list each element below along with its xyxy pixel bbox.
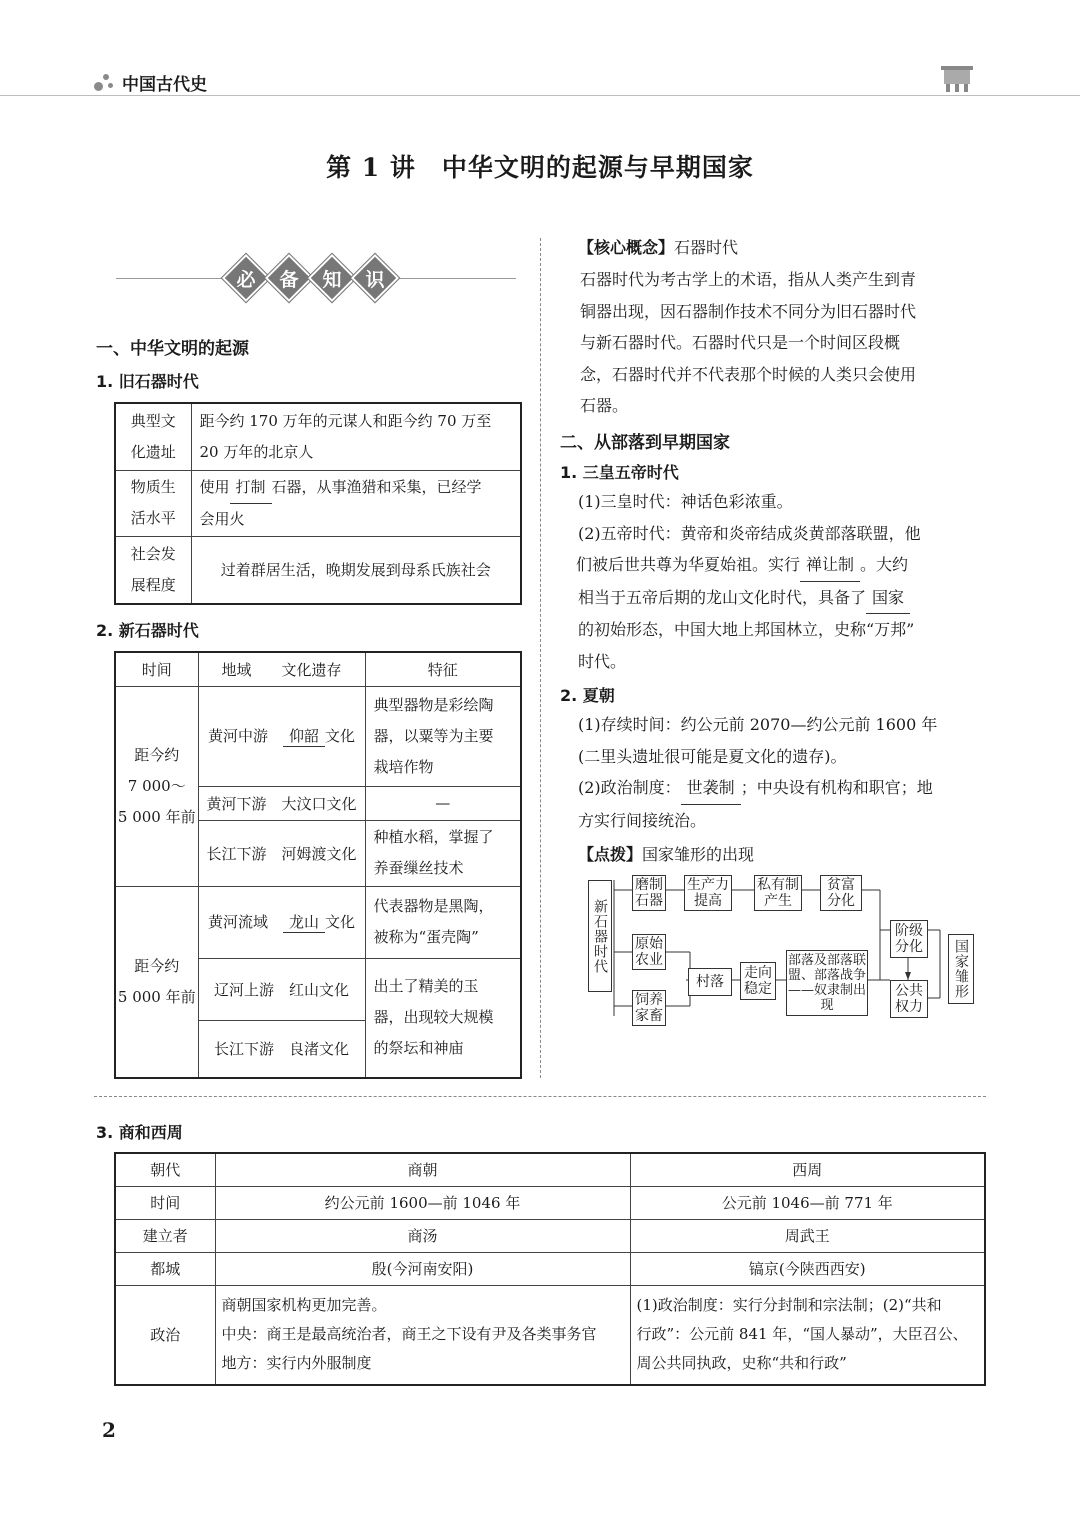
row-label: 物质生 活水平 [115, 470, 191, 536]
header-rule [0, 95, 1080, 96]
table-cell: 公元前 1046—前 771 年 [630, 1186, 985, 1219]
banner-char: 必 [236, 269, 256, 291]
section-divider [94, 1096, 986, 1097]
subheading-xia: 2. 夏朝 [560, 686, 615, 705]
sanhuang-body: (1)三皇时代：神话色彩浓重。 (2)五帝时代：黄帝和炎帝结成炎黄部落联盟，他 们被后世共尊为华夏始祖。实行 禅让制 。大约 相当于五帝后期的龙山文化时代，具备了 国家 的初始形态，中国大地上邦国林立，史称“万邦” 时代。 [576, 492, 921, 671]
banner-char: 备 [279, 269, 299, 291]
table-cell: 商朝国家机构更加完善。 中央：商王是最高统治者，商王之下设有尹及各类事务官 地方：实行内外服制度 [215, 1285, 630, 1385]
subheading-paleolithic: 1. 旧石器时代 [96, 372, 199, 391]
box-agriculture: 原始农业 [632, 934, 666, 970]
fill-blank: 国家 [866, 582, 910, 615]
col-header: 时间 [115, 652, 198, 686]
subheading-shang-zhou: 3. 商和西周 [96, 1123, 183, 1142]
box-neolithic: 新石器时代 [588, 880, 612, 992]
region-culture-cell: 长江下游 河姆渡文化 [198, 820, 365, 886]
page-number: 2 [102, 1418, 116, 1442]
row-label: 建立者 [115, 1219, 215, 1252]
row-label: 政治 [115, 1285, 215, 1385]
box-productivity: 生产力提高 [684, 875, 732, 911]
region-culture-cell: 长江下游 良渚文化 [198, 1020, 365, 1078]
box-class-division: 阶级分化 [890, 920, 928, 958]
section-heading-states: 二、从部落到早期国家 [560, 433, 730, 453]
feature-cell: 种植水稻，掌握了 养蚕缫丝技术 [365, 820, 521, 886]
feature-cell: 典型器物是彩绘陶 器，以粟等为主要 栽培作物 [365, 686, 521, 786]
section-banner [226, 257, 398, 299]
fill-blank: 禅让制 [800, 549, 860, 582]
box-public-power: 公共权力 [890, 980, 928, 1018]
feature-cell: — [365, 786, 521, 820]
time-cell: 距今约 5 000 年前 [115, 886, 198, 1078]
xia-body: (1)存续时间：约公元前 2070—约公元前 1600 年 (二里头遗址很可能是夏文化的遗存)。 (2)政治制度： 世袭制 ；中央设有机构和职官；地 方实行间接统治。 [578, 715, 938, 830]
banner-rule-left [116, 278, 226, 279]
subheading-sanhuang: 1. 三皇五帝时代 [560, 463, 679, 482]
column-divider [540, 238, 541, 1078]
box-village: 村落 [688, 968, 732, 996]
table-cell: 约公元前 1600—前 1046 年 [215, 1186, 630, 1219]
row-value: 过着群居生活，晚期发展到母系氏族社会 [191, 536, 521, 604]
feature-cell: 代表器物是黑陶， 被称为“蛋壳陶” [365, 886, 521, 958]
region-culture-cell: 黄河流域 龙山 文化 [198, 886, 365, 958]
subheading-neolithic: 2. 新石器时代 [96, 621, 199, 640]
table-cell: 镐京(今陕西西安) [630, 1252, 985, 1285]
core-concept-body: 石器时代为考古学上的术语，指从人类产生到青 铜器出现，因石器制作技术不同分为旧石器时代 与新石器时代。石器时代只是一个时间区段概 念，石器时代并不代表那个时候的人类只会使用 石器。 [580, 270, 917, 415]
tip-title: 【点拨】国家雏形的出现 [578, 845, 755, 864]
box-state-prototype: 国家雏形 [948, 934, 974, 1004]
table-cell: 商汤 [215, 1219, 630, 1252]
box-tribal-alliance: 部落及部落联盟、部落战争——奴隶制出现 [786, 950, 868, 1016]
box-polished-stone: 磨制石器 [632, 875, 666, 911]
time-cell: 距今约 7 000～ 5 000 年前 [115, 686, 198, 886]
fill-blank: 世袭制 [681, 772, 741, 805]
table-cell: (1)政治制度：实行分封制和宗法制；(2)“共和 行政”：公元前 841 年，“国人暴动”，大臣召公、 周公共同执政，史称“共和行政” [630, 1285, 985, 1385]
banner-char: 识 [365, 269, 385, 291]
section-heading-origin: 一、中华文明的起源 [96, 339, 249, 359]
col-header: 朝代 [115, 1153, 215, 1186]
row-label: 典型文 化遗址 [115, 403, 191, 470]
banner-char: 知 [322, 269, 342, 291]
table-cell: 殷(今河南安阳) [215, 1252, 630, 1285]
box-wealth-gap: 贫富分化 [820, 875, 862, 911]
bronze-ding-icon [938, 64, 976, 92]
col-header: 西周 [630, 1153, 985, 1186]
feature-cell: 出土了精美的玉 器，出现较大规模 的祭坛和神庙 [365, 958, 521, 1078]
table-cell: 周武王 [630, 1219, 985, 1252]
box-private-property: 私有制产生 [754, 875, 802, 911]
neolithic-table [114, 651, 522, 1079]
col-header: 特征 [365, 652, 521, 686]
row-value: 使用 打制 石器，从事渔猎和采集，已经学 会用火 [191, 470, 521, 536]
core-concept-title: 【核心概念】石器时代 [578, 238, 739, 257]
row-label: 社会发 展程度 [115, 536, 191, 604]
lesson-title: 第 1 讲 中华文明的起源与早期国家 [326, 153, 754, 182]
banner-rule-right [398, 278, 516, 279]
box-stable: 走向稳定 [740, 962, 776, 1000]
shang-zhou-table [114, 1152, 986, 1386]
row-label: 都城 [115, 1252, 215, 1285]
region-culture-cell: 黄河中游 仰韶 文化 [198, 686, 365, 786]
box-livestock: 饲养家畜 [632, 990, 666, 1026]
region-culture-cell: 辽河上游 红山文化 [198, 958, 365, 1020]
paleolithic-table [114, 402, 522, 605]
header-book-title: 中国古代史 [122, 75, 207, 95]
region-culture-cell: 黄河下游 大汶口文化 [198, 786, 365, 820]
fill-blank: 打制 [230, 472, 272, 504]
row-label: 时间 [115, 1186, 215, 1219]
col-header: 商朝 [215, 1153, 630, 1186]
row-value: 距今约 170 万年的元谋人和距今约 70 万至 20 万年的北京人 [191, 403, 521, 470]
col-header: 地域 文化遗存 [198, 652, 365, 686]
